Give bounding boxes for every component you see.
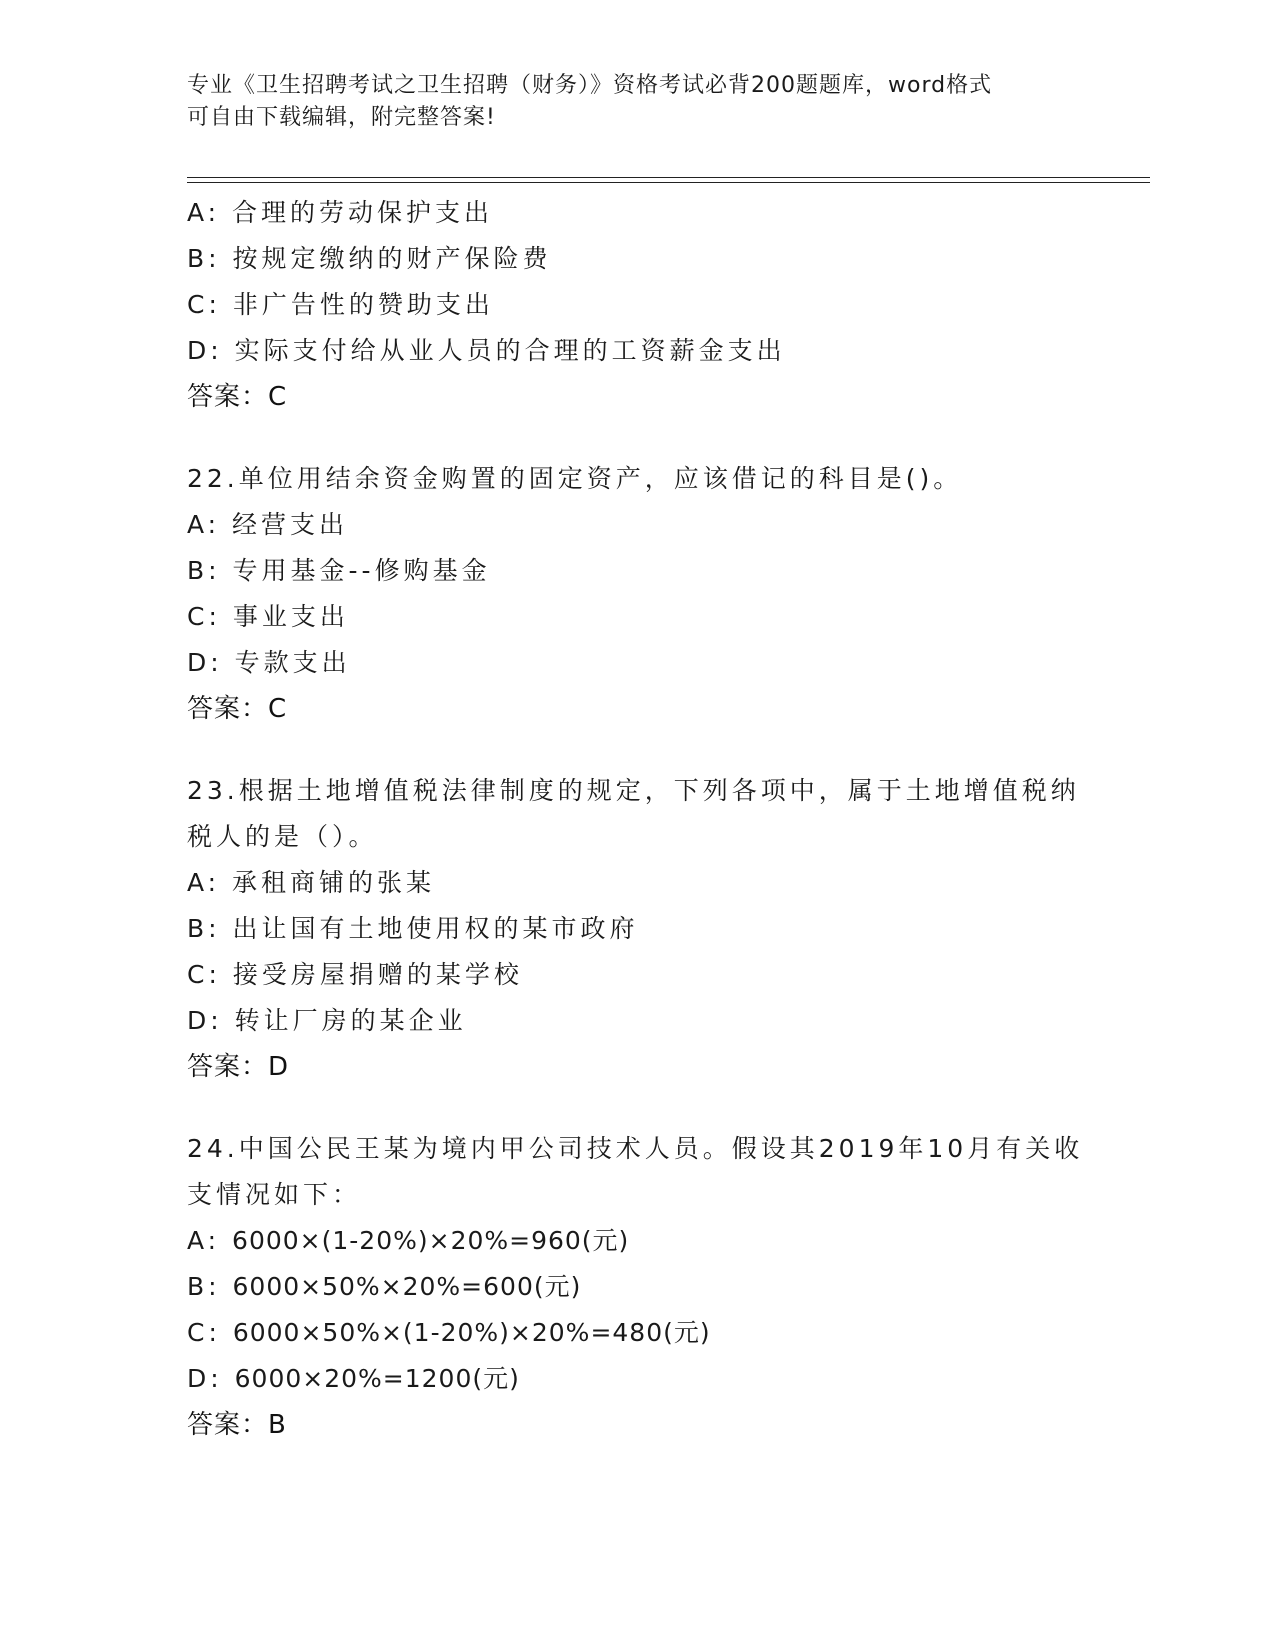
question-list: [187, 190, 1087, 1448]
option-text: 承租商铺的张某: [232, 868, 436, 897]
question-stem-line: 23.根据土地增值税法律制度的规定，下列各项中，属于土地增值税纳: [187, 776, 1080, 805]
option-label: B:: [187, 556, 221, 585]
document-header: [187, 70, 1067, 134]
question-stem-line: 支情况如下：: [187, 1180, 362, 1209]
option-label: C:: [187, 602, 221, 631]
option-b: [187, 236, 1087, 282]
question-stem-line: 24.中国公民王某为境内甲公司技术人员。假设其2019年10月有关收: [187, 1134, 1084, 1163]
option-c: [187, 282, 1087, 328]
option-label: D:: [187, 336, 223, 365]
option-c: [187, 952, 1087, 998]
option-c: [187, 594, 1087, 640]
option-text: 出让国有土地使用权的某市政府: [232, 914, 639, 943]
question-23: [187, 768, 1087, 1090]
option-a: [187, 860, 1087, 906]
option-label: C:: [187, 960, 221, 989]
header-divider-bottom: [187, 182, 1150, 183]
option-text: 6000×50%×(1-20%)×20%=480(元): [232, 1318, 711, 1347]
question-stem-line: 22.单位用结余资金购置的固定资产，应该借记的科目是()。: [187, 464, 963, 493]
option-text: 专用基金--修购基金: [232, 556, 491, 585]
option-text: 经营支出: [232, 510, 349, 539]
question-stem: [187, 1126, 1084, 1218]
option-d: [187, 640, 1087, 686]
option-a: [187, 190, 1087, 236]
option-label: D:: [187, 1364, 223, 1393]
option-label: A:: [187, 868, 221, 897]
option-b: [187, 1264, 1087, 1310]
option-label: A:: [187, 198, 221, 227]
question-21: [187, 190, 1087, 420]
question-stem-line: 税人的是（）。: [187, 822, 378, 851]
option-label: D:: [187, 1006, 223, 1035]
option-b: [187, 548, 1087, 594]
answer-line: 答案：C: [187, 382, 288, 412]
option-text: 合理的劳动保护支出: [232, 198, 494, 227]
answer-line: 答案：C: [187, 694, 288, 724]
option-text: 实际支付给从业人员的合理的工资薪金支出: [234, 336, 786, 365]
option-b: [187, 906, 1087, 952]
option-label: B:: [187, 244, 221, 273]
question-stem: [187, 768, 1080, 860]
question-22: [187, 456, 1087, 732]
option-a: [187, 1218, 1087, 1264]
option-label: B:: [187, 914, 221, 943]
header-line-1: 专业《卫生招聘考试之卫生招聘（财务）》资格考试必背200题题库，word格式: [187, 73, 993, 98]
option-d: [187, 1356, 1087, 1402]
option-text: 接受房屋捐赠的某学校: [232, 960, 523, 989]
option-label: C:: [187, 290, 221, 319]
question-stem: [187, 456, 1067, 502]
option-text: 事业支出: [232, 602, 349, 631]
option-text: 专款支出: [234, 648, 351, 677]
header-divider-top: [187, 177, 1150, 178]
option-c: [187, 1310, 1087, 1356]
option-d: [187, 328, 1087, 374]
option-text: 6000×50%×20%=600(元): [232, 1272, 582, 1301]
option-label: B:: [187, 1272, 221, 1301]
header-line-2: 可自由下载编辑，附完整答案!: [187, 105, 496, 130]
option-text: 按规定缴纳的财产保险费: [232, 244, 552, 273]
answer-line: 答案：B: [187, 1410, 287, 1440]
question-24: [187, 1126, 1087, 1448]
option-label: A:: [187, 1226, 221, 1255]
option-label: A:: [187, 510, 221, 539]
option-text: 6000×20%=1200(元): [234, 1364, 520, 1393]
option-text: 转让厂房的某企业: [234, 1006, 467, 1035]
option-a: [187, 502, 1087, 548]
option-d: [187, 998, 1087, 1044]
option-text: 6000×(1-20%)×20%=960(元): [232, 1226, 630, 1255]
option-text: 非广告性的赞助支出: [232, 290, 494, 319]
option-label: C:: [187, 1318, 221, 1347]
answer-line: 答案：D: [187, 1052, 290, 1082]
option-label: D:: [187, 648, 223, 677]
